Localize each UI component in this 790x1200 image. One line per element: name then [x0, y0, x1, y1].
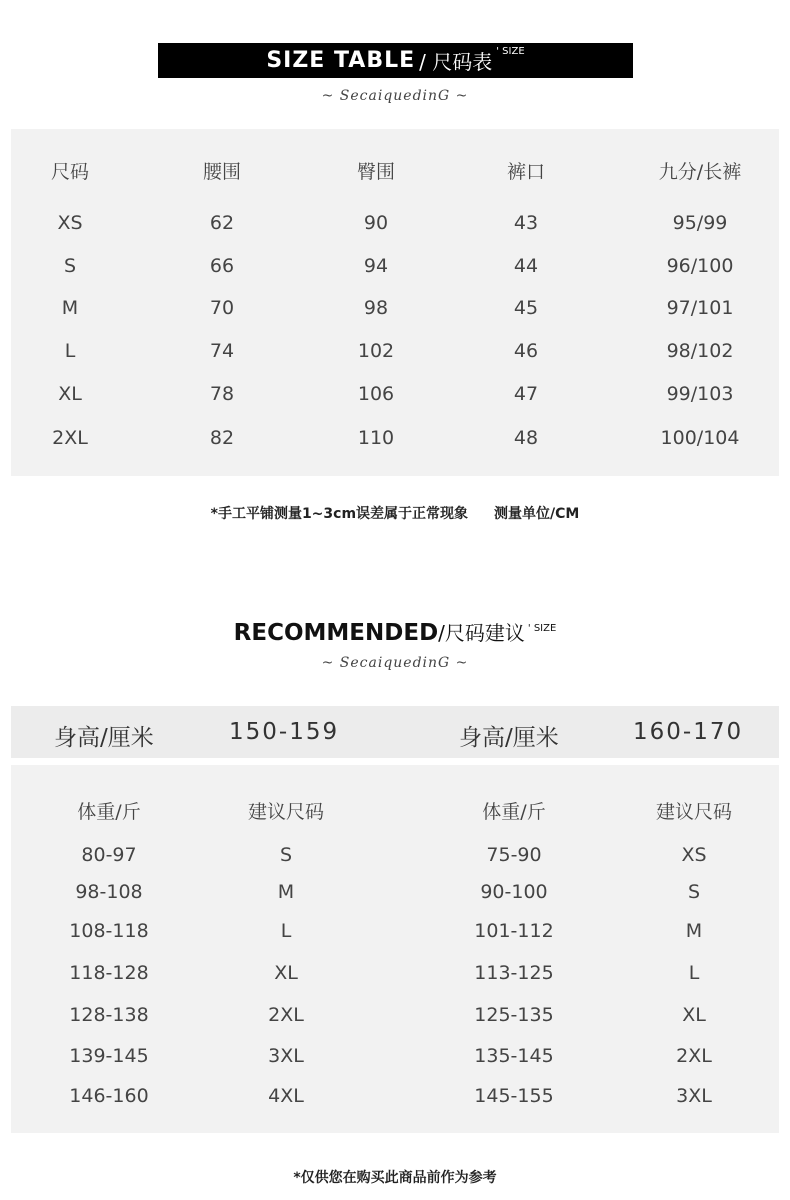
recommend-cell: 80-97	[81, 844, 137, 866]
size-table-cell: S	[63, 255, 77, 277]
recommend-cell: M	[685, 920, 703, 942]
reference-note: *仅供您在购买此商品前作为参考	[293, 1170, 497, 1186]
recommended-title-sup: ' SIZE	[527, 623, 557, 634]
measurement-note-text: *手工平铺测量1~3cm误差属于正常现象	[210, 506, 469, 522]
recommend-cell: 4XL	[268, 1085, 304, 1107]
size-table-cell: 98/102	[666, 340, 734, 362]
size-table-header: 臀围	[356, 161, 395, 183]
recommend-header: 建议尺码	[247, 801, 324, 823]
size-table-cell: 90	[363, 212, 389, 234]
size-table-cell: 94	[363, 255, 389, 277]
size-table-cell: 97/101	[666, 297, 734, 319]
recommend-cell: 118-128	[69, 962, 149, 984]
recommended-title	[0, 617, 790, 646]
size-table-cell: 110	[357, 427, 395, 449]
recommend-cell: 98-108	[75, 881, 143, 903]
measurement-note	[0, 503, 790, 523]
size-table-title: SIZE TABLE	[266, 48, 416, 73]
height-label-left: 身高/厘米	[54, 725, 154, 751]
brand-signature-bottom: ~ SecaiquedinG ~	[321, 655, 469, 671]
height-label-right: 身高/厘米	[459, 725, 559, 751]
recommend-header: 体重/斤	[77, 801, 141, 823]
size-table-cell: 47	[513, 383, 539, 405]
recommend-cell: XS	[681, 844, 707, 866]
recommend-cell: 90-100	[480, 881, 548, 903]
size-table-cell: 82	[209, 427, 235, 449]
size-table-header: 尺码	[50, 161, 89, 183]
size-table-title-sup: ' SIZE	[496, 46, 525, 57]
recommend-cell: 75-90	[486, 844, 542, 866]
size-table-cell: 102	[357, 340, 395, 362]
brand-signature-top: ~ SecaiquedinG ~	[321, 88, 469, 104]
recommend-cell: 128-138	[69, 1004, 149, 1026]
size-table-cell: XS	[57, 212, 83, 234]
recommend-cell: 3XL	[676, 1085, 712, 1107]
recommend-cell: M	[277, 881, 295, 903]
recommend-cell: 135-145	[474, 1045, 554, 1067]
size-table-cell: L	[64, 340, 76, 362]
size-table-cell: 70	[209, 297, 235, 319]
size-table-cell: 62	[209, 212, 235, 234]
size-table-cell: 106	[357, 383, 395, 405]
size-table-cell: 44	[513, 255, 539, 277]
height-value-right: 160-170	[633, 719, 744, 745]
recommend-cell: 2XL	[268, 1004, 304, 1026]
size-table-title-cn: / 尺码表	[419, 50, 493, 74]
size-table-cell: 96/100	[666, 255, 734, 277]
recommend-cell: S	[279, 844, 293, 866]
recommend-cell: 139-145	[69, 1045, 149, 1067]
size-table-cell: 46	[513, 340, 539, 362]
recommend-cell: 125-135	[474, 1004, 554, 1026]
recommend-cell: L	[280, 920, 292, 942]
recommend-cell: 113-125	[474, 962, 554, 984]
recommend-cell: L	[688, 962, 700, 984]
recommend-cell: 101-112	[474, 920, 554, 942]
recommend-cell: 146-160	[69, 1085, 149, 1107]
recommended-title-cn: /尺码建议	[438, 621, 525, 645]
size-table-cell: 48	[513, 427, 539, 449]
size-table-header: 腰围	[202, 161, 241, 183]
recommend-cell: XL	[274, 962, 298, 984]
recommend-header: 体重/斤	[482, 801, 546, 823]
recommend-cell: S	[687, 881, 701, 903]
measurement-unit: 测量单位/CM	[494, 506, 580, 522]
size-table-cell: 95/99	[672, 212, 728, 234]
size-table-cell: XL	[58, 383, 82, 405]
size-table-cell: 78	[209, 383, 235, 405]
recommend-cell: XL	[682, 1004, 706, 1026]
size-table-cell: 74	[209, 340, 235, 362]
recommend-cell: 108-118	[69, 920, 149, 942]
size-table-cell: 2XL	[52, 427, 88, 449]
size-table-cell: 43	[513, 212, 539, 234]
recommend-cell: 145-155	[474, 1085, 554, 1107]
recommend-cell: 3XL	[268, 1045, 304, 1067]
recommend-cell: 2XL	[676, 1045, 712, 1067]
size-table-cell: 100/104	[660, 427, 740, 449]
size-table-header: 九分/长裤	[658, 161, 742, 183]
size-table-header: 裤口	[506, 161, 545, 183]
recommend-header: 建议尺码	[655, 801, 732, 823]
size-table-cell: M	[61, 297, 79, 319]
size-table-cell: 99/103	[666, 383, 734, 405]
recommended-title-en: RECOMMENDED	[233, 620, 439, 646]
size-table-cell: 66	[209, 255, 235, 277]
height-value-left: 150-159	[229, 719, 340, 745]
size-table-cell: 45	[513, 297, 539, 319]
size-table-cell: 98	[363, 297, 389, 319]
size-table-title-bar	[158, 43, 633, 78]
